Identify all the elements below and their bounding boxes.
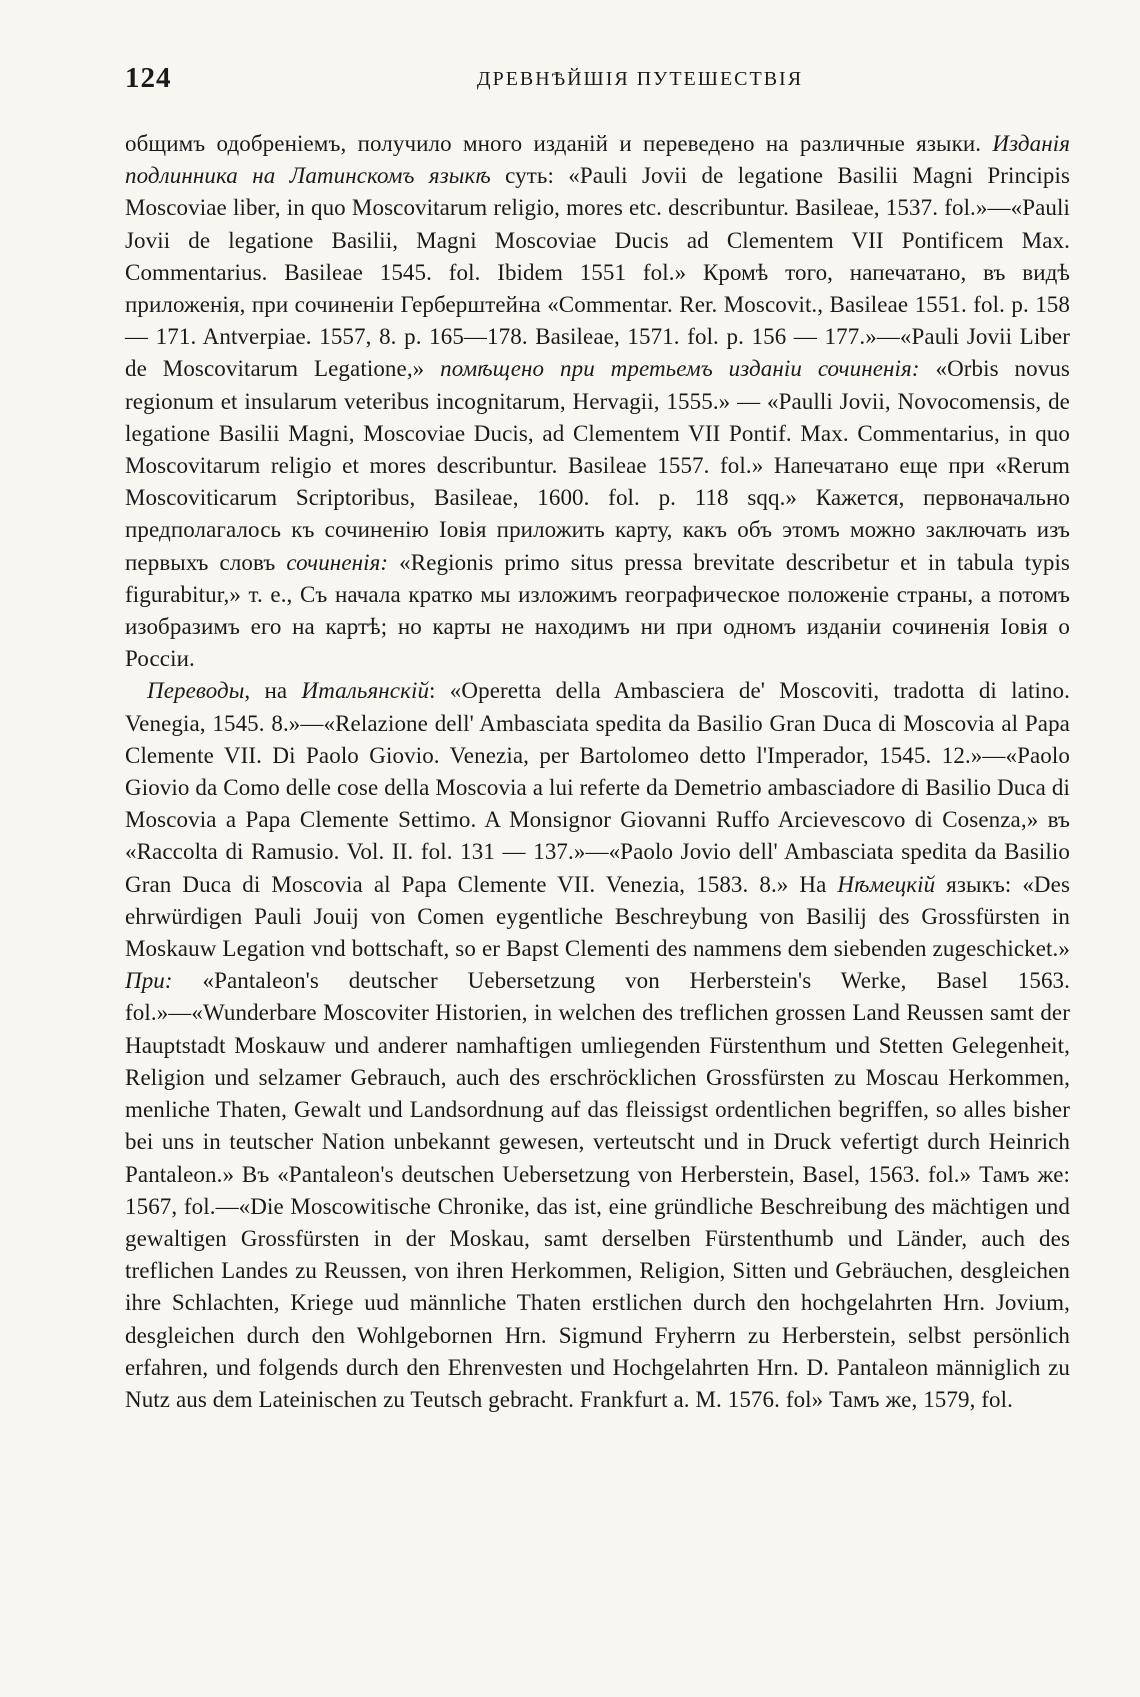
page-number: 124 <box>125 62 172 94</box>
page-header <box>125 62 1075 102</box>
italic-run: сочиненія: <box>286 549 389 575</box>
italic-run: При: <box>125 968 173 994</box>
text-run: суть: «Pauli Jovii de legatione Basilii Magni Principis Moscoviae liber, in quo Moscovitarum religio, mores etc. describuntur. Basileae, 1537. fol.»—«Pauli Jovii de legatione Basilii, Magni Moscoviae Ducis ad Clementem VII Pontificem Max. Commentarius. Basileae 1545. fol. Ibidem 1551 fol.» Кромѣ того, напечатано, въ видѣ приложенія, при сочиненіи Герберштейна «Commentar. Rer. Moscovit., Basileae 1551. fol. p. 158 — 171. Antverpiae. 1557, 8. p. 165—178. Basileae, 1571. fol. p. 156 — 177.»—«Pauli Jovii Liber de Moscovitarum Legatione,» <box>125 163 1071 382</box>
italic-run: помѣщено при третьемъ изданіи сочиненія: <box>440 356 920 382</box>
text-run: «Pantaleon's deutscher Uebersetzung von Herberstein's Werke, Basel 1563. fol.»—«Wunderbare Moscoviter Historien, in welchen des treflichen grossen Land Reussen samt der Hauptstadt Moskauw und anderer namhaftigen umliegenden Fürstenthum und Stetten Gelegenheit, Religion und selzamer Gebrauch, auch des erschröcklichen Grossfürsten zu Moscau Herkommen, menliche Thaten, Gewalt und Landsordnung auf das fleissigst ordentlichen begriffen, so alles bisher bei uns in teutscher Nation unbekannt gewesen, verteutscht und in Druck vefertigt durch Heinrich Pantaleon.» Въ «Pantaleon's deutschen Uebersetzung von Herberstein, Basel, 1563. fol.» Тамъ же: 1567, fol.—«Die Moscowitische Chronike, das ist, eine gründliche Beschreibung des mächtigen und gewaltigen Grossfürsten in der Moskau, samt derselben Fürstenthumb und Länder, auch des treflichen Landes zu Reussen, von ihren Herkommen, Religion, Sitten und Gebräuchen, desgleichen ihre Schlachten, Kriege uud männliche Thaten erstlichen durch den hochgelahrten Hrn. Jovium, desgleichen durch den Wohlgebornen Hrn. Sigmund Fryherrn zu Herberstein, selbst persönlich erfahren, und folgends durch den Ehrenvesten und Hochgelahrten Hrn. D. Pantaleon männiglich zu Nutz aus dem Lateinischen zu Teutsch gebracht. Frankfurt a. M. 1576. fol» Тамъ же, 1579, fol. <box>125 968 1070 1412</box>
italic-heading-editions: Изданія подлинника на Латинскомъ языкѣ <box>125 131 1070 189</box>
body-text <box>125 128 1070 1416</box>
text-run: общимъ одобреніемъ, получило много изданій и переведено на различные языки. <box>125 131 993 156</box>
paragraph-editions <box>125 128 1070 675</box>
text-run: «Regionis primo situs pressa brevitate describetur et in tabula typis figurabitur,» т. е., Съ начала кратко мы изложимъ географическое положеніе страны, а потомъ изобразимъ его на картѣ; но карты не находимъ ни при одномъ изданіи сочиненія Іовія о Россіи. <box>125 549 1070 672</box>
running-title: ДРЕВНѢЙШІЯ ПУТЕШЕСТВІЯ <box>476 68 804 90</box>
text-run: языкъ: «Des ehrwürdigen Pauli Jouij von Comen eygentliche Beschreybung von Basilij des Grossfürsten in Moskauw Legation vnd bottschaft, so er Bapst Clementi des nammens dem siebenden zugeschicket.» <box>125 871 1070 962</box>
text-run: : «Operetta della Ambasciera de' Moscoviti, tradotta di latino. Venegia, 1545. 8.»—«Relazione dell' Ambasciata spedita da Basilio Gran Duca di Moscovia al Papa Clemente VII. Di Paolo Giovio. Venezia, per Bartolomeo detto l'Imperador, 1545. 12.»—«Paolo Giovio da Como delle cose della Moscovia a lui referte da Demetrio ambasciadore di Basilio Duca di Moscovia a Papa Clemente Settimo. A Monsignor Giovanni Ruffo Arcievescovo di Cosenza,» въ «Raccolta di Ramusio. Vol. II. fol. 131 — 137.»—«Paolo Jovio dell' Ambasciata spedita da Basilio Gran Duca di Moscovia al Papa Clemente VII. Venezia, 1583. 8.» На <box>125 678 1070 897</box>
text-run: «Orbis novus regionum et insularum veteribus incognitarum, Hervagii, 1555.» — «Paulli Jovii, Novocomensis, de legatione Basilii Magni, Moscoviae Ducis, ad Clementem VII Pontif. Max. Commentarius, in quo Moscovitarum religio et mores describuntur. Basileae 1557. fol.» Напечатано еще при «Rerum Moscoviticarum Scriptoribus, Basileae, 1600. fol. p. 118 sqq.» Кажется, первоначально предполагалось къ сочиненію Іовія приложить карту, какъ объ этомъ можно заключать изъ первыхъ словъ <box>125 356 1070 575</box>
paragraph-translations <box>125 675 1070 1416</box>
italic-language-italian: Итальянскій <box>301 678 430 704</box>
italic-heading-translations: Переводы <box>147 678 245 704</box>
italic-language-german: Нѣмецкій <box>837 871 936 897</box>
text-run: , на <box>244 678 302 704</box>
